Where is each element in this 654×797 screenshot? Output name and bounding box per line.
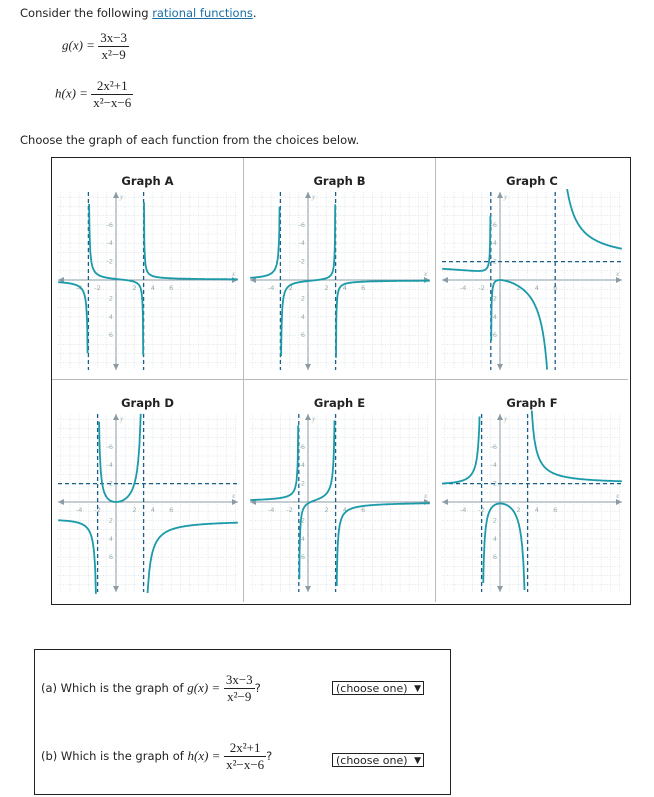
y-tick-label: -6 [106,442,113,451]
function-curve [250,207,279,278]
y-axis-label: y [312,415,316,423]
y-tick-label: 6 [300,553,305,562]
y-axis-arrow-icon [113,586,119,592]
y-tick-label: -2 [490,479,497,488]
graph-f-plot [438,410,626,596]
y-tick-label: -4 [106,461,113,470]
y-tick-label: 6 [492,553,497,562]
instruction-text: Choose the graph of each function from the choices below. [20,133,360,147]
y-axis-arrow-icon [305,586,311,592]
y-tick-label: -2 [298,257,305,266]
question-b-numerator: 2x²+1 [229,740,261,755]
question-a-prefix: (a) Which is the graph of [41,681,188,695]
y-axis-arrow-icon [497,586,503,592]
question-b-suffix: ? [266,749,273,763]
y-tick-label: -6 [106,220,113,229]
graph-c-title: Graph C [506,174,558,188]
chevron-down-icon: ▼ [414,756,421,766]
x-axis-label: x [232,492,236,500]
x-tick-label: -4 [75,284,83,292]
x-tick-label: 2 [324,506,329,514]
y-axis-arrow-icon [497,414,503,420]
question-b-prefix: (b) Which is the graph of [41,749,188,763]
intro-suffix: . [252,6,257,20]
y-tick-label: -4 [298,239,305,248]
x-tick-label: 4 [534,284,539,292]
function-curve [250,425,298,500]
chevron-down-icon: ▼ [414,684,421,694]
g-numerator: 3x−3 [100,30,128,45]
y-axis-arrow-icon [305,192,311,198]
graph-a-cell [52,158,244,380]
graph-c-cell [436,158,628,380]
y-tick-label: -2 [298,479,305,488]
question-b [41,740,272,773]
x-tick-label: -4 [75,506,83,514]
x-axis-label: x [424,270,428,278]
y-tick-label: -6 [490,220,497,229]
x-tick-label: 6 [361,284,366,292]
graph-choices-grid [51,157,631,605]
question-a-numerator: 3x−3 [225,672,253,687]
y-tick-label: -6 [490,442,497,451]
question-a-denominator: x²−9 [224,688,255,705]
y-tick-label: -4 [490,239,497,248]
y-axis-arrow-icon [305,364,311,370]
x-tick-label: 4 [150,506,155,514]
y-axis-label: y [504,193,508,201]
y-tick-label: 2 [300,294,305,303]
y-axis-arrow-icon [305,414,311,420]
rational-functions-link[interactable]: rational functions [152,6,253,20]
x-tick-label: 6 [553,506,558,514]
x-axis-label: x [424,492,428,500]
y-tick-label: 4 [108,312,113,321]
function-curve [532,411,622,482]
y-tick-label: 6 [300,331,305,340]
y-axis-arrow-icon [113,414,119,420]
graph-d-cell [52,380,244,602]
x-tick-label: 4 [342,284,347,292]
y-axis-arrow-icon [497,364,503,370]
intro-prefix: Consider the following [20,6,153,20]
function-curve [336,281,430,358]
x-tick-label: -2 [478,506,485,514]
x-tick-label: -4 [267,284,275,292]
graph-b-cell [244,158,436,380]
graph-b-title: Graph B [313,174,366,188]
x-tick-label: 2 [132,506,137,514]
y-tick-label: 2 [108,294,113,303]
questions-box [34,649,451,795]
y-tick-label: -4 [106,239,113,248]
y-tick-label: 4 [492,312,497,321]
x-tick-label: 2 [132,284,137,292]
question-a-fraction [224,672,255,705]
x-tick-label: -2 [286,506,293,514]
intro-text [20,6,257,20]
y-tick-label: 4 [492,534,497,543]
h-denominator: x²−x−6 [93,95,132,110]
x-tick-label: 2 [516,506,521,514]
graph-of-g-select-value: (choose one) [336,682,408,695]
graph-c-plot [438,188,626,374]
x-tick-label: 2 [324,284,329,292]
graph-e-cell [244,380,436,602]
graph-of-h-select-value: (choose one) [336,754,408,767]
question-a [41,672,261,705]
h-fraction [91,78,133,111]
graph-of-g-select[interactable] [332,681,424,695]
y-tick-label: 2 [492,516,497,525]
graph-f-title: Graph F [506,396,558,410]
g-lhs: g(x) = [62,37,95,53]
x-tick-label: -2 [94,506,101,514]
y-tick-label: -4 [298,461,305,470]
y-tick-label: 6 [492,331,497,340]
y-tick-label: -2 [490,257,497,266]
graph-e-title: Graph E [313,396,366,410]
function-curve [337,503,430,586]
graph-of-h-select[interactable] [332,753,424,767]
graph-a-title: Graph A [121,174,174,188]
question-a-fn: g(x) = [187,680,221,695]
function-curve [442,417,479,484]
x-tick-label: -2 [286,284,293,292]
function-curve [442,216,490,271]
h-numerator: 2x²+1 [96,78,128,93]
x-tick-label: 4 [150,284,155,292]
y-tick-label: 6 [108,331,113,340]
y-tick-label: -6 [298,220,305,229]
h-lhs: h(x) = [55,85,88,101]
y-tick-label: -2 [106,257,113,266]
x-tick-label: -2 [478,284,485,292]
function-curve [58,282,87,353]
g-definition [62,30,129,63]
x-tick-label: -4 [267,506,275,514]
g-fraction [98,30,129,63]
y-axis-arrow-icon [113,192,119,198]
y-tick-label: 4 [300,312,305,321]
h-definition [55,78,133,111]
function-curve [148,523,238,593]
x-tick-label: 6 [361,506,366,514]
x-tick-label: -4 [459,284,467,292]
graph-a-plot [54,188,242,374]
y-tick-label: 4 [108,534,113,543]
y-tick-label: -6 [298,442,305,451]
graph-e-plot [246,410,434,596]
y-tick-label: 2 [492,294,497,303]
x-tick-label: -4 [459,506,467,514]
g-denominator: x²−9 [98,46,129,63]
x-tick-label: 4 [534,506,539,514]
x-tick-label: 6 [553,284,558,292]
y-tick-label: -4 [490,461,497,470]
y-axis-arrow-icon [497,192,503,198]
x-tick-label: -2 [94,284,101,292]
question-b-fraction [224,740,266,773]
y-tick-label: 2 [300,516,305,525]
y-tick-label: -2 [106,479,113,488]
graph-d-title: Graph D [121,396,174,410]
x-tick-label: 6 [169,284,174,292]
x-axis-label: x [616,270,620,278]
y-axis-label: y [120,193,124,201]
y-tick-label: 2 [108,516,113,525]
x-tick-label: 2 [516,284,521,292]
y-tick-label: 4 [300,534,305,543]
y-axis-label: y [120,415,124,423]
x-axis-label: x [232,270,236,278]
question-b-denominator: x²−x−6 [226,757,265,772]
question-b-fn: h(x) = [187,748,221,763]
function-curve [144,202,238,279]
y-axis-arrow-icon [113,364,119,370]
x-axis-label: x [616,492,620,500]
y-axis-label: y [312,193,316,201]
y-tick-label: 6 [108,553,113,562]
y-axis-label: y [504,415,508,423]
question-a-suffix: ? [254,681,261,695]
graph-f-cell [436,380,628,602]
graph-b-plot [246,188,434,374]
x-tick-label: 4 [342,506,347,514]
x-tick-label: 6 [169,506,174,514]
function-curve [567,189,622,249]
graph-d-plot [54,410,242,596]
